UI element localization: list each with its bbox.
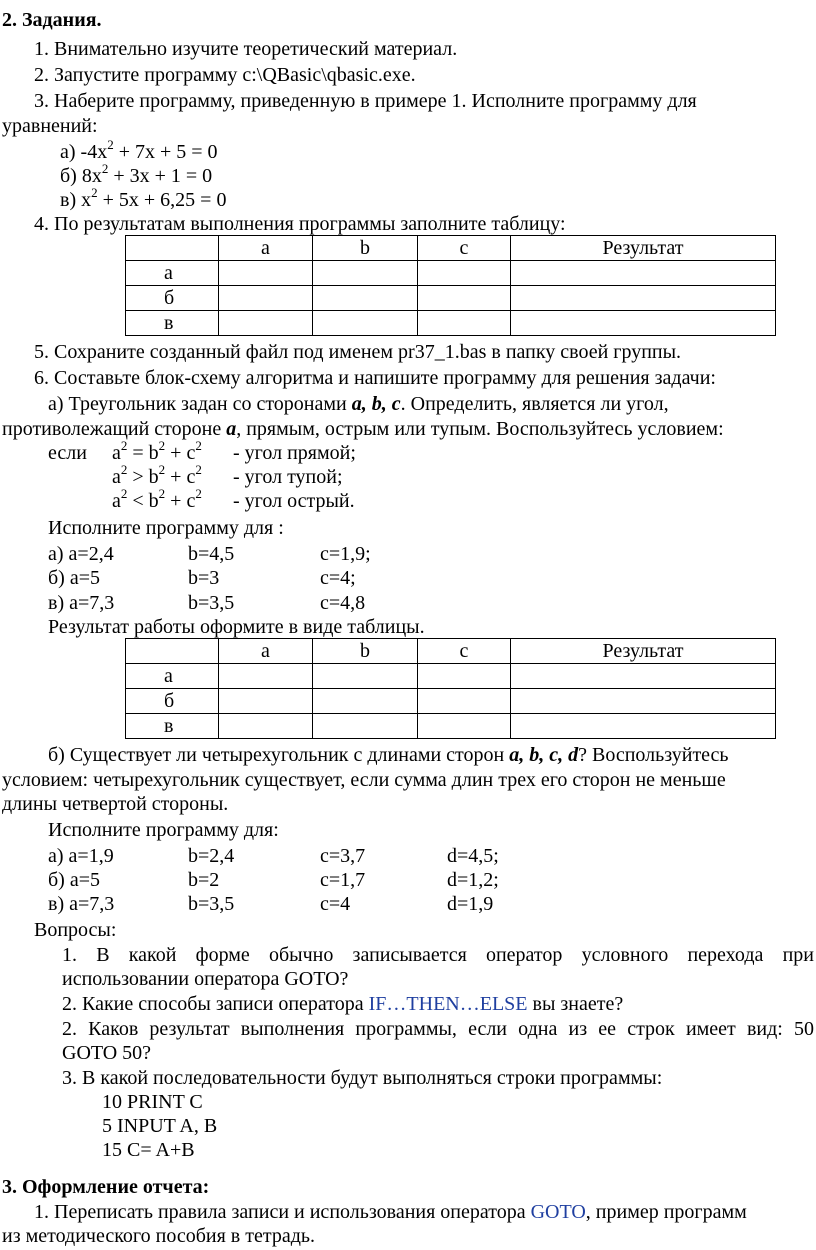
- question-4: 3. В какой последовательности будут выполняться строки программы:: [62, 1067, 663, 1089]
- table-header-row: [126, 236, 776, 261]
- table-cell: [219, 261, 313, 286]
- task-6a-line1: а) Треугольник задан со сторонами a, b, c. Определить, является ли угол,: [48, 393, 669, 415]
- task-1: 1. Внимательно изучите теоретический материал.: [34, 38, 458, 60]
- condition-2-desc: - угол тупой;: [233, 466, 343, 488]
- equation-a: а) $-4x^2 + 7x + 5 = 0$: [60, 137, 218, 163]
- task-6b-line2: условием: четырехугольник существует, если сумма длин трех его сторон не меньше: [2, 769, 726, 791]
- table-cell: [313, 689, 418, 714]
- case-6a-a-b: b=4,5: [188, 543, 235, 565]
- table-cell: [313, 664, 418, 689]
- table-cell: [313, 311, 418, 336]
- question-3-line1: 2. Каков результат выполнения программы, если одна из ее строк имеет вид: 50: [62, 1018, 814, 1040]
- task-3-line1: 3. Наберите программу, приведенную в примере 1. Исполните программу для: [34, 90, 697, 112]
- table-header-cell: b: [313, 236, 418, 261]
- table-header-row: [126, 639, 776, 664]
- equation-b: б) $8x^2 + 3x + 1 = 0$: [60, 161, 213, 187]
- case-6b-a-d: d=4,5;: [447, 845, 499, 867]
- condition-3: $a^2 < b^2 + c^2$: [112, 486, 202, 512]
- task-3-line2: уравнений:: [2, 115, 98, 137]
- results-table-2: [125, 638, 776, 739]
- table-cell: [219, 664, 313, 689]
- table-cell: [418, 311, 511, 336]
- case-6b-b-d: d=1,2;: [447, 869, 499, 891]
- table-cell: [511, 689, 776, 714]
- table-cell: [418, 714, 511, 739]
- run-for-6a: Исполните программу для :: [48, 517, 284, 539]
- condition-2: $a^2 > b^2 + c^2$: [112, 462, 202, 488]
- case-6b-a-c: c=3,7: [320, 845, 366, 867]
- question-2: 2. Какие способы записи оператора IF…THEN…ELSE вы знаете?: [62, 993, 624, 1015]
- case-6b-c-d: d=1,9: [447, 893, 494, 915]
- run-for-6b: Исполните программу для:: [48, 819, 279, 841]
- section-3-title: 3. Оформление отчета:: [2, 1176, 210, 1198]
- section-2-title: 2. Задания.: [2, 9, 102, 31]
- case-6a-b-label: б) a=5: [48, 567, 100, 589]
- table-cell: [418, 689, 511, 714]
- if-word: если: [48, 442, 87, 464]
- case-6a-a-c: c=1,9;: [320, 543, 371, 565]
- table-cell: [511, 664, 776, 689]
- case-6a-c-label: в) a=7,3: [48, 592, 115, 614]
- row-label: а: [126, 664, 219, 689]
- table-header-cell: Результат: [511, 236, 776, 261]
- table-cell: [511, 714, 776, 739]
- table-cell: [219, 286, 313, 311]
- case-6b-b-b: b=2: [188, 869, 220, 891]
- code-line-1: 10 PRINT C: [102, 1091, 203, 1113]
- question-1-line1: 1. В какой форме обычно записывается оператор условного перехода при: [62, 944, 814, 966]
- case-6a-b-c: c=4;: [320, 567, 356, 589]
- case-6b-c-b: b=3,5: [188, 893, 235, 915]
- case-6b-a-label: а) a=1,9: [48, 845, 114, 867]
- table-row: [126, 714, 776, 739]
- table-row: [126, 311, 776, 336]
- code-line-2: 5 INPUT A, B: [102, 1115, 218, 1137]
- question-1-line2: использовании оператора GOTO?: [62, 968, 349, 990]
- row-label: б: [126, 689, 219, 714]
- table-cell: [511, 286, 776, 311]
- report-line-1: 1. Переписать правила записи и использования оператора GOTO, пример программ: [34, 1201, 747, 1223]
- table-header-cell: [126, 639, 219, 664]
- task-5: 5. Сохраните созданный файл под именем pr37_1.bas в папку своей группы.: [34, 341, 682, 363]
- row-label: в: [126, 714, 219, 739]
- results-table-1: [125, 235, 776, 336]
- task-6b-line3: длины четвертой стороны.: [2, 793, 229, 815]
- table-header-cell: a: [219, 236, 313, 261]
- table-cell: [313, 261, 418, 286]
- case-6b-b-c: c=1,7: [320, 869, 366, 891]
- table-header-cell: a: [219, 639, 313, 664]
- table-header-cell: c: [418, 639, 511, 664]
- table-cell: [313, 286, 418, 311]
- row-label: а: [126, 261, 219, 286]
- case-6a-c-b: b=3,5: [188, 592, 235, 614]
- row-label: в: [126, 311, 219, 336]
- table-cell: [219, 311, 313, 336]
- table-header-cell: c: [418, 236, 511, 261]
- table-cell: [418, 664, 511, 689]
- code-line-3: 15 C= A+B: [102, 1139, 195, 1161]
- condition-1-desc: - угол прямой;: [233, 442, 356, 464]
- table-cell: [418, 261, 511, 286]
- table-cell: [219, 714, 313, 739]
- case-6b-c-c: c=4: [320, 893, 351, 915]
- equation-c: в) $x^2 + 5x + 6,25 = 0$: [60, 185, 227, 211]
- case-6a-b-b: b=3: [188, 567, 220, 589]
- report-line-2: из методического пособия в тетрадь.: [2, 1225, 316, 1247]
- task-2: 2. Запустите программу c:\QBasic\qbasic.exe.: [34, 64, 416, 86]
- task-4: 4. По результатам выполнения программы заполните таблицу:: [34, 213, 566, 235]
- table-header-cell: b: [313, 639, 418, 664]
- questions-title: Вопросы:: [34, 919, 117, 941]
- table-header-cell: Результат: [511, 639, 776, 664]
- task-6a-line2: противолежащий стороне a, прямым, острым или тупым. Воспользуйтесь условием:: [2, 418, 724, 440]
- table-row: [126, 286, 776, 311]
- table-header-cell: [126, 236, 219, 261]
- table-cell: [219, 689, 313, 714]
- case-6b-a-b: b=2,4: [188, 845, 235, 867]
- table-cell: [511, 261, 776, 286]
- condition-3-desc: - угол острый.: [233, 490, 355, 512]
- condition-1: $a^2 = b^2 + c^2$: [112, 438, 202, 464]
- row-label: б: [126, 286, 219, 311]
- table-row: [126, 664, 776, 689]
- case-6b-b-label: б) a=5: [48, 869, 100, 891]
- question-3-line2: GOTO 50?: [62, 1042, 152, 1064]
- task-6b-line1: б) Существует ли четырехугольник с длинами сторон a, b, c, d? Воспользуйтесь: [48, 744, 729, 766]
- table-cell: [313, 714, 418, 739]
- case-6a-c-c: c=4,8: [320, 592, 366, 614]
- table-cell: [511, 311, 776, 336]
- table-row: [126, 261, 776, 286]
- case-6a-a-label: а) a=2,4: [48, 543, 114, 565]
- result-table-note: Результат работы оформите в виде таблицы.: [48, 616, 425, 638]
- table-cell: [418, 286, 511, 311]
- case-6b-c-label: в) a=7,3: [48, 893, 115, 915]
- table-row: [126, 689, 776, 714]
- task-6: 6. Составьте блок-схему алгоритма и напишите программу для решения задачи:: [34, 367, 716, 389]
